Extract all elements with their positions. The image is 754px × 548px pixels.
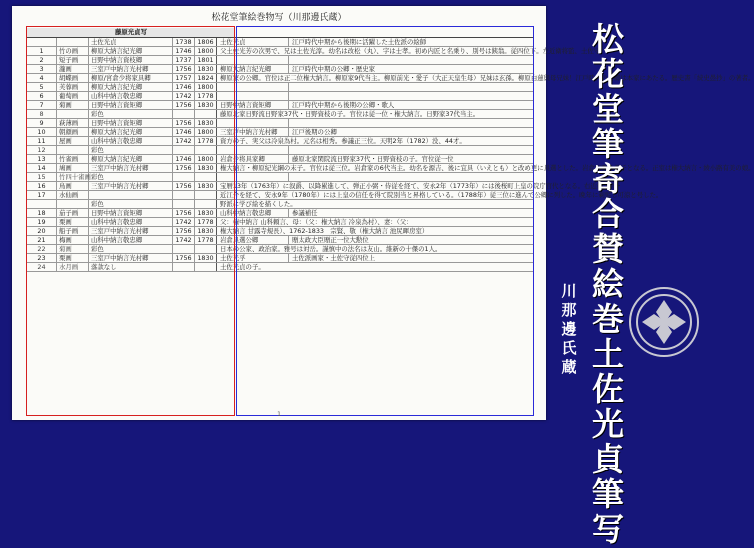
title-char: 光	[591, 405, 624, 443]
row-year-end	[195, 245, 217, 253]
row-year-start: 1746	[173, 47, 195, 55]
row-title	[57, 38, 89, 46]
row-number: 7	[27, 101, 57, 109]
row-author: 彩色	[89, 110, 173, 118]
row-title: 屋画	[57, 137, 89, 145]
row-number: 17	[27, 191, 57, 199]
row-year-start	[173, 245, 195, 253]
row-author: 日野中納言資矩卿	[89, 209, 173, 217]
table-row	[27, 146, 534, 155]
row-year-end: 1800	[195, 47, 217, 55]
row-year-end	[195, 173, 217, 181]
row-year-start: 1742	[173, 92, 195, 100]
row-number: 23	[27, 254, 57, 262]
table-header	[27, 28, 534, 38]
row-author: 柳原大納言紀光卿	[89, 47, 173, 55]
row-title: 水仙画	[57, 191, 89, 199]
row-title: 竹の画	[57, 47, 89, 55]
table-row	[27, 191, 663, 200]
row-number: 4	[27, 74, 57, 82]
row-title	[57, 146, 89, 154]
row-year-start: 1756	[173, 119, 195, 127]
title-char: 合	[591, 195, 624, 233]
row-biography: 宝暦13年（1763年）に叙爵、以降累進して、弾正小弼・侍従を経て、安永2年（1773年）には後桜町上皇の院庁官代となる。右近衛少将・	[220, 182, 623, 190]
row-author: 三室戸中納言光村卿	[89, 164, 173, 172]
table-row	[27, 200, 534, 209]
table-row	[27, 227, 534, 236]
row-year-end	[195, 191, 217, 199]
row-number: 16	[27, 182, 57, 190]
row-author: 日野中納言資枝卿	[89, 56, 173, 64]
row-number: 20	[27, 227, 57, 235]
table-row	[27, 83, 534, 92]
document-page	[12, 6, 754, 420]
row-author	[89, 191, 173, 199]
row-title: 船子画	[57, 227, 89, 235]
row-year-end: 1830	[195, 119, 217, 127]
row-number	[27, 38, 57, 46]
row-number: 19	[27, 218, 57, 226]
row-number: 5	[27, 83, 57, 91]
row-title: 胡蝶画	[57, 74, 89, 82]
row-author: 柳原/宮倉少将家具卿	[89, 74, 173, 82]
row-author: 彩色	[89, 245, 173, 253]
row-number: 8	[27, 110, 57, 118]
row-year-start: 1756	[173, 254, 195, 262]
row-author: 落款なし	[89, 263, 173, 271]
table-row	[27, 47, 607, 56]
row-note: 参議補任	[292, 209, 318, 217]
row-title: 短子画	[57, 56, 89, 64]
row-number: 13	[27, 155, 57, 163]
row-author: 彩色	[89, 173, 173, 181]
row-title: 梅画	[57, 236, 89, 244]
row-year-end: 1830	[195, 254, 217, 262]
owner-label	[556, 282, 582, 377]
row-biography: 父土佐光芳の次男で、兄は土佐光淳。幼名は改松（丸）、字は士孝。初め内匠と名乗り、別号は銕翁。従四位下。左近衛将監、土佐守。	[220, 47, 607, 55]
row-year-end: 1800	[195, 128, 217, 136]
owner-char: 氏	[561, 339, 577, 357]
row-number: 9	[27, 119, 57, 127]
title-char: 写	[591, 510, 624, 548]
row-person: 岩倉少将具家卿	[217, 155, 289, 163]
row-year-end: 1778	[195, 92, 217, 100]
row-biography: 藤原北家日野流日野家37代・日野資枝の子。官位は従一位・権大納言。日野家37代当主。	[220, 110, 480, 118]
page-number: 1	[277, 411, 281, 418]
row-title: 鳥画	[57, 182, 89, 190]
row-note: 贈太政大臣贈正一位大勲位	[292, 236, 369, 244]
row-author: 山科中納言敬忠卿	[89, 218, 173, 226]
row-note	[289, 56, 534, 64]
row-note	[289, 146, 534, 154]
table-row	[27, 119, 534, 128]
row-year-end: 1778	[195, 218, 217, 226]
title-char: 賛	[591, 230, 624, 268]
title-char: 貞	[591, 440, 624, 478]
row-year-end: 1830	[195, 101, 217, 109]
title-char: 堂	[591, 90, 624, 128]
row-year-start: 1746	[173, 83, 195, 91]
row-title: 水月画	[57, 263, 89, 271]
row-year-start	[173, 110, 195, 118]
row-person	[217, 92, 289, 100]
row-person: 柳原大納言紀光卿	[217, 65, 289, 73]
row-title: 栗画	[57, 218, 89, 226]
row-author: 山科中納言敬忠卿	[89, 236, 173, 244]
table-row	[27, 263, 534, 272]
row-author: 山科中納言敬忠卿	[89, 92, 173, 100]
row-note: 土佐派画家・土佐守従四位上	[292, 254, 376, 262]
row-year-end	[195, 200, 217, 208]
row-note	[289, 119, 534, 127]
row-year-end	[195, 263, 217, 271]
table-row	[27, 236, 534, 245]
row-year-end: 1830	[195, 164, 217, 172]
row-title: 芙蓉画	[57, 83, 89, 91]
row-year-start: 1737	[173, 56, 195, 64]
row-year-end: 1800	[195, 83, 217, 91]
row-year-start: 1756	[173, 65, 195, 73]
row-author: 三室戸中納言光村卿	[89, 65, 173, 73]
row-author: 三室戸中納言光村卿	[89, 227, 173, 235]
content-table	[27, 28, 754, 272]
row-year-end: 1778	[195, 236, 217, 244]
row-biography: 父：権中納言 山科頼言、母：（父：権大納言 冷泉為村）、妻：（父：	[220, 218, 413, 226]
title-char: 筆	[591, 125, 624, 163]
row-author: 山科中納言敬忠卿	[89, 137, 173, 145]
owner-char: 蔵	[561, 358, 577, 376]
table-row	[27, 254, 534, 263]
row-year-end: 1830	[195, 227, 217, 235]
vertical-title	[582, 22, 634, 547]
table-row	[27, 245, 534, 254]
row-title: 菊画	[57, 101, 89, 109]
row-author: 日野中納言資矩卿	[89, 101, 173, 109]
row-number: 2	[27, 56, 57, 64]
table-row	[27, 74, 754, 83]
row-year-end: 1778	[195, 137, 217, 145]
row-year-end: 1806	[195, 38, 217, 46]
row-number	[27, 200, 57, 208]
row-person	[217, 119, 289, 127]
table-row	[27, 56, 534, 65]
table-body	[27, 47, 754, 272]
row-note: 江戸後期の公卿	[292, 128, 337, 136]
row-author: 柳原大納言紀光卿	[89, 83, 173, 91]
row-person	[217, 173, 289, 181]
table-row	[27, 92, 534, 101]
row-author: 彩色	[89, 200, 173, 208]
row-number: 3	[27, 65, 57, 73]
row-year-start	[173, 263, 195, 271]
row-year-start: 1756	[173, 164, 195, 172]
row-year-start: 1756	[173, 182, 195, 190]
row-number: 6	[27, 92, 57, 100]
row-person	[217, 146, 289, 154]
row-year-end: 1800	[195, 155, 217, 163]
author-row	[27, 38, 534, 47]
row-number: 22	[27, 245, 57, 253]
row-author: 三室戸中納言光村卿	[89, 182, 173, 190]
row-year-end	[195, 146, 217, 154]
row-year-start: 1742	[173, 218, 195, 226]
row-year-start: 1742	[173, 137, 195, 145]
row-year-start: 1746	[173, 155, 195, 163]
row-title	[57, 200, 89, 208]
row-year-end: 1801	[195, 56, 217, 64]
row-year-start: 1742	[173, 236, 195, 244]
row-number: 12	[27, 146, 57, 154]
row-person	[217, 83, 289, 91]
row-author: 日野中納言資矩卿	[89, 119, 173, 127]
table-row	[27, 209, 534, 218]
row-biography: 土佐光貞の子。	[220, 263, 265, 271]
row-number: 11	[27, 137, 57, 145]
table-row	[27, 155, 534, 164]
row-title: 茄子画	[57, 209, 89, 217]
row-biography: 日本の公家、政治家。雅号は対岳。謹慎中の法名は友山。維新の十傑の1人。	[220, 245, 442, 253]
title-char: 佐	[591, 370, 624, 408]
row-title: 朝顔画	[57, 128, 89, 136]
row-title: 菊画	[57, 245, 89, 253]
row-number: 24	[27, 263, 57, 271]
row-note	[289, 173, 534, 181]
row-biography: 権大納言・柳原紀光綱の末子。官位は従三位。岩倉家の6代当主。幼名を源吉、後に宜具（いえとも）と改め更に具選とした。岩倉広雅の養子となる。正室は権大納言・綾小路有美の娘。	[220, 164, 754, 172]
row-author: 彩色	[89, 146, 173, 154]
row-author: 柳原大納言紀光卿	[89, 128, 173, 136]
row-person: 山科中納言敬忠卿	[217, 209, 289, 217]
row-year-start: 1746	[173, 128, 195, 136]
table-row	[27, 128, 534, 137]
table-row	[27, 101, 534, 110]
row-note	[289, 92, 534, 100]
row-year-start	[173, 191, 195, 199]
title-char: 筆	[591, 475, 624, 513]
row-title: 竹四十雀画	[59, 173, 91, 181]
row-title: 鳩画	[57, 164, 89, 172]
row-note: 藤原北家閑院流日野家37代・日野資枝の子。官位従一位	[292, 155, 454, 163]
row-number: 10	[27, 128, 57, 136]
row-year-start	[173, 173, 195, 181]
row-author: 柳原大納言紀光卿	[89, 155, 173, 163]
row-number: 1	[27, 47, 57, 55]
title-char: 寄	[591, 160, 624, 198]
row-note: 江戸時代中期の公卿・歴史家	[292, 65, 376, 73]
row-title: 栗画	[57, 254, 89, 262]
row-year-start: 1738	[173, 38, 195, 46]
row-year-start: 1757	[173, 74, 195, 82]
row-biography: 資方の子、実父は冷泉為村。元名は相秀。参議正三位。天明2年（1782）没、44才。	[220, 137, 466, 145]
row-year-end	[195, 110, 217, 118]
row-person: 三室戸中納言光村卿	[217, 128, 289, 136]
row-year-start	[173, 200, 195, 208]
row-biography: 野派に学び絵を描くした。	[220, 200, 297, 208]
row-year-end: 1830	[195, 65, 217, 73]
table-row	[27, 137, 534, 146]
row-number: 14	[27, 164, 57, 172]
row-author: 三室戸中納言光村卿	[89, 254, 173, 262]
table-row	[27, 110, 534, 119]
table-row	[27, 65, 534, 74]
table-row	[27, 218, 534, 227]
row-author: 土佐光貞	[89, 38, 173, 46]
header-label: 藤原光貞写	[27, 28, 235, 37]
title-char: 絵	[591, 265, 624, 303]
row-number: 21	[27, 236, 57, 244]
row-biography: 柳原家の公卿。官位は正二位権大納言。柳原家9代当主。柳原前光・愛子（大正天皇生母）兄妹は玄孫。柳原白蓮與母兄妹！江戸時代の公卿は本家にあたる。歴史書「続史愚抄」の著者。	[220, 74, 754, 82]
row-title	[57, 110, 89, 118]
row-title: 竹雀画	[57, 155, 89, 163]
row-title: 萩薄画	[57, 119, 89, 127]
title-char: 松	[591, 20, 624, 58]
table-row	[27, 173, 534, 182]
row-person: 土佐光孚	[217, 254, 289, 262]
document-title: 松花堂筆絵巻物写（川那邊氏蔵）	[211, 13, 347, 23]
owner-char: 川	[561, 282, 577, 300]
row-biography: 近江介を経て、安永9年（1780年）には上皇の信任を得て院別当と昇格している。（1788年）従三位に進んで公卿に列した。晩年に剃髪し可涼と号した。	[220, 191, 663, 199]
row-person: 岩倉具選公卿	[217, 236, 289, 244]
row-person	[217, 56, 289, 64]
table-row	[27, 164, 754, 173]
row-year-start: 1756	[173, 227, 195, 235]
row-year-end: 1824	[195, 74, 217, 82]
row-title: 瀧画	[57, 65, 89, 73]
title-char: 巻	[591, 300, 624, 338]
row-person: 土佐光貞	[217, 38, 289, 46]
row-number: 18	[27, 209, 57, 217]
row-note: 江戸時代中期から後期に活躍した土佐派の絵師	[292, 38, 427, 46]
owner-char: 那	[561, 301, 577, 319]
row-note	[289, 83, 534, 91]
table-row	[27, 182, 623, 191]
row-biography: 権大納言 甘露寺規長）、1762-1833 宗賢、敬（権大納言 池尻暉房室）	[220, 227, 429, 235]
row-year-start: 1756	[173, 209, 195, 217]
row-year-start: 1756	[173, 101, 195, 109]
title-char: 土	[591, 335, 624, 373]
row-year-end: 1830	[195, 209, 217, 217]
row-year-end: 1830	[195, 182, 217, 190]
row-title: 葡萄画	[57, 92, 89, 100]
owner-char: 邊	[561, 320, 577, 338]
row-number: 15	[27, 173, 57, 181]
row-year-start	[173, 146, 195, 154]
row-person: 日野中納言資矩卿	[217, 101, 289, 109]
row-note: 江戸時代中期から後期の公卿・歌人	[292, 101, 395, 109]
title-char: 花	[591, 55, 624, 93]
